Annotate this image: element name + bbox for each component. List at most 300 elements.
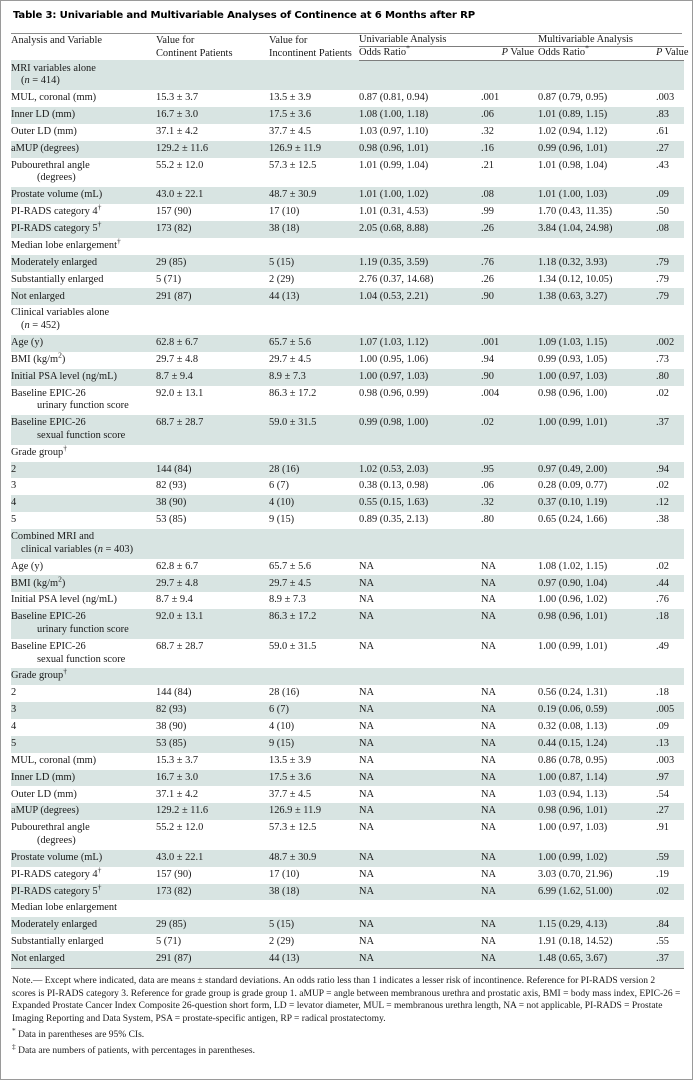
cell-multivariable-p-value: .02: [656, 386, 684, 416]
cell-multivariable-odds-ratio: 0.86 (0.78, 0.95): [538, 753, 656, 770]
cell-variable: Initial PSA level (ng/mL): [11, 592, 156, 609]
header-continent-patients: [156, 34, 269, 60]
cell-univariable-odds-ratio: NA: [359, 884, 481, 901]
cell-univariable-odds-ratio: NA: [359, 850, 481, 867]
table-row: [11, 719, 684, 736]
cell-univariable-p-value: .08: [481, 187, 538, 204]
cell-univariable-p-value: NA: [481, 934, 538, 951]
cell-multivariable-odds-ratio: 0.99 (0.93, 1.05): [538, 352, 656, 369]
cell-incontinent-value: 126.9 ± 11.9: [269, 803, 359, 820]
cell-incontinent-value: 37.7 ± 4.5: [269, 786, 359, 803]
cell-incontinent-value: 44 (13): [269, 288, 359, 305]
footnote-dagger-text: Data are numbers of patients, with percentages in parentheses.: [18, 1046, 255, 1056]
cell-multivariable-odds-ratio: 0.65 (0.24, 1.66): [538, 512, 656, 529]
cell-variable: PI-RADS category 5†: [11, 884, 156, 901]
cell-multivariable-odds-ratio: 1.18 (0.32, 3.93): [538, 255, 656, 272]
cell-incontinent-value: 13.5 ± 3.9: [269, 753, 359, 770]
cell-univariable-p-value: NA: [481, 867, 538, 884]
table-row: [11, 609, 684, 639]
cell-continent-value: 37.1 ± 4.2: [156, 124, 269, 141]
cell-multivariable-p-value: .37: [656, 951, 684, 968]
table-title-block: [1, 1, 692, 28]
table-row: [11, 512, 684, 529]
table-row: [11, 462, 684, 479]
cell-univariable-odds-ratio: NA: [359, 917, 481, 934]
table-row: [11, 786, 684, 803]
cell-incontinent-value: 6 (7): [269, 478, 359, 495]
cell-multivariable-p-value: .005: [656, 702, 684, 719]
cell-continent-value: 144 (84): [156, 462, 269, 479]
table-row: [11, 386, 684, 416]
cell-multivariable-p-value: .43: [656, 158, 684, 188]
cell-univariable-odds-ratio: 1.00 (0.95, 1.06): [359, 352, 481, 369]
cell-univariable-odds-ratio: NA: [359, 575, 481, 592]
cell-variable: Not enlarged: [11, 951, 156, 968]
cell-univariable-odds-ratio: 0.99 (0.98, 1.00): [359, 415, 481, 445]
section-header-label: Clinical variables alone (n = 452): [11, 305, 684, 335]
table-notes: [12, 975, 681, 1058]
cell-incontinent-value: 38 (18): [269, 884, 359, 901]
table-row: [11, 559, 684, 576]
cell-univariable-p-value: NA: [481, 559, 538, 576]
table-row: [11, 204, 684, 221]
cell-continent-value: 53 (85): [156, 736, 269, 753]
table-section-header-row: [11, 60, 684, 90]
cell-incontinent-value: 57.3 ± 12.5: [269, 820, 359, 850]
header-continent-line2: Continent Patients: [156, 47, 233, 59]
header-analysis-variable-line1: Analysis and Variable: [11, 34, 102, 46]
table-row: [11, 639, 684, 669]
cell-variable: aMUP (degrees): [11, 141, 156, 158]
table-row: [11, 272, 684, 289]
cell-incontinent-value: 4 (10): [269, 495, 359, 512]
cell-incontinent-value: 65.7 ± 5.6: [269, 559, 359, 576]
cell-multivariable-p-value: .18: [656, 609, 684, 639]
cell-multivariable-p-value: .44: [656, 575, 684, 592]
cell-variable: 3: [11, 702, 156, 719]
cell-incontinent-value: 65.7 ± 5.6: [269, 335, 359, 352]
cell-univariable-odds-ratio: 0.38 (0.13, 0.98): [359, 478, 481, 495]
cell-multivariable-odds-ratio: 0.99 (0.96, 1.01): [538, 141, 656, 158]
cell-univariable-odds-ratio: NA: [359, 719, 481, 736]
cell-variable: Pubourethral angle (degrees): [11, 820, 156, 850]
header-analysis-variable: [11, 34, 156, 60]
page-title: Table 3: Univariable and Multivariable Analyses of Continence at 6 Months after RP: [13, 10, 475, 21]
cell-univariable-p-value: NA: [481, 592, 538, 609]
table-row: [11, 884, 684, 901]
cell-variable: Inner LD (mm): [11, 107, 156, 124]
table-section-header-row: [11, 529, 684, 559]
cell-univariable-p-value: NA: [481, 803, 538, 820]
cell-continent-value: 29 (85): [156, 917, 269, 934]
cell-univariable-odds-ratio: NA: [359, 592, 481, 609]
cell-multivariable-p-value: .79: [656, 255, 684, 272]
cell-univariable-odds-ratio: NA: [359, 639, 481, 669]
table-row: [11, 934, 684, 951]
cell-multivariable-p-value: .38: [656, 512, 684, 529]
cell-incontinent-value: 57.3 ± 12.5: [269, 158, 359, 188]
cell-univariable-p-value: NA: [481, 770, 538, 787]
cell-continent-value: 173 (82): [156, 221, 269, 238]
cell-multivariable-odds-ratio: 1.02 (0.94, 1.12): [538, 124, 656, 141]
cell-variable: PI-RADS category 4†: [11, 867, 156, 884]
cell-incontinent-value: 38 (18): [269, 221, 359, 238]
cell-univariable-p-value: NA: [481, 736, 538, 753]
cell-univariable-odds-ratio: 0.89 (0.35, 2.13): [359, 512, 481, 529]
cell-incontinent-value: 59.0 ± 31.5: [269, 415, 359, 445]
header-continent-line1: Value for: [156, 34, 195, 46]
cell-univariable-odds-ratio: 1.03 (0.97, 1.10): [359, 124, 481, 141]
cell-univariable-p-value: NA: [481, 786, 538, 803]
cell-variable: Inner LD (mm): [11, 770, 156, 787]
section-header-label: Combined MRI and clinical variables (n = 403): [11, 529, 684, 559]
cell-variable: Not enlarged: [11, 288, 156, 305]
header-uni-p-italic: P: [501, 47, 508, 59]
cell-incontinent-value: 29.7 ± 4.5: [269, 575, 359, 592]
cell-multivariable-p-value: .84: [656, 917, 684, 934]
cell-multivariable-odds-ratio: 0.44 (0.15, 1.24): [538, 736, 656, 753]
cell-variable: 2: [11, 462, 156, 479]
cell-multivariable-odds-ratio: 0.19 (0.06, 0.59): [538, 702, 656, 719]
cell-incontinent-value: 44 (13): [269, 951, 359, 968]
cell-univariable-odds-ratio: 1.01 (1.00, 1.02): [359, 187, 481, 204]
cell-multivariable-odds-ratio: 0.98 (0.96, 1.00): [538, 386, 656, 416]
cell-continent-value: 55.2 ± 12.0: [156, 158, 269, 188]
cell-continent-value: 55.2 ± 12.0: [156, 820, 269, 850]
table-row: [11, 352, 684, 369]
cell-univariable-odds-ratio: 1.04 (0.53, 2.21): [359, 288, 481, 305]
cell-univariable-p-value: .06: [481, 107, 538, 124]
cell-univariable-odds-ratio: 0.98 (0.96, 0.99): [359, 386, 481, 416]
cell-multivariable-p-value: .94: [656, 462, 684, 479]
header-uni-or-text: Odds Ratio: [359, 47, 407, 59]
table-row: [11, 685, 684, 702]
footnote-star-text: Data in parentheses are 95% CIs.: [18, 1029, 145, 1040]
cell-multivariable-odds-ratio: 1.48 (0.65, 3.67): [538, 951, 656, 968]
cell-variable: MUL, coronal (mm): [11, 90, 156, 107]
cell-continent-value: 62.8 ± 6.7: [156, 335, 269, 352]
cell-variable: Baseline EPIC-26 sexual function score: [11, 415, 156, 445]
cell-multivariable-p-value: .59: [656, 850, 684, 867]
cell-univariable-p-value: .16: [481, 141, 538, 158]
cell-multivariable-odds-ratio: 0.32 (0.08, 1.13): [538, 719, 656, 736]
cell-variable: Substantially enlarged: [11, 934, 156, 951]
cell-univariable-p-value: .004: [481, 386, 538, 416]
cell-variable: Pubourethral angle (degrees): [11, 158, 156, 188]
cell-multivariable-p-value: .02: [656, 884, 684, 901]
cell-variable: Baseline EPIC-26 urinary function score: [11, 386, 156, 416]
table-row: [11, 803, 684, 820]
cell-variable: 5: [11, 736, 156, 753]
cell-multivariable-odds-ratio: 0.98 (0.96, 1.01): [538, 803, 656, 820]
cell-multivariable-p-value: .09: [656, 187, 684, 204]
cell-incontinent-value: 6 (7): [269, 702, 359, 719]
cell-continent-value: 16.7 ± 3.0: [156, 770, 269, 787]
table-row: [11, 141, 684, 158]
table-row: [11, 187, 684, 204]
cell-continent-value: 38 (90): [156, 719, 269, 736]
cell-multivariable-odds-ratio: 1.09 (1.03, 1.15): [538, 335, 656, 352]
cell-multivariable-p-value: .27: [656, 141, 684, 158]
note-footnote-star: [12, 1025, 681, 1042]
cell-variable: BMI $(kg/m^2)$: [11, 575, 156, 592]
cell-univariable-p-value: .001: [481, 90, 538, 107]
cell-continent-value: 157 (90): [156, 867, 269, 884]
cell-univariable-p-value: .76: [481, 255, 538, 272]
cell-continent-value: 68.7 ± 28.7: [156, 415, 269, 445]
header-univariable-p-value: [481, 47, 538, 60]
cell-multivariable-p-value: .50: [656, 204, 684, 221]
cell-multivariable-p-value: .003: [656, 90, 684, 107]
cell-univariable-p-value: NA: [481, 820, 538, 850]
header-multi-p-italic: P: [656, 47, 663, 59]
cell-multivariable-p-value: .02: [656, 559, 684, 576]
cell-incontinent-value: 8.9 ± 7.3: [269, 369, 359, 386]
cell-variable: aMUP (degrees): [11, 803, 156, 820]
table-row: [11, 90, 684, 107]
cell-univariable-odds-ratio: 0.98 (0.96, 1.01): [359, 141, 481, 158]
cell-multivariable-p-value: .61: [656, 124, 684, 141]
cell-multivariable-p-value: .003: [656, 753, 684, 770]
cell-continent-value: 291 (87): [156, 951, 269, 968]
cell-multivariable-odds-ratio: 1.08 (1.02, 1.15): [538, 559, 656, 576]
cell-variable: Baseline EPIC-26 sexual function score: [11, 639, 156, 669]
footnote-star-marker: *: [12, 1025, 16, 1035]
cell-univariable-odds-ratio: 0.55 (0.15, 1.63): [359, 495, 481, 512]
cell-univariable-odds-ratio: 1.00 (0.97, 1.03): [359, 369, 481, 386]
cell-multivariable-p-value: .54: [656, 786, 684, 803]
header-univariable-analysis: Univariable Analysis: [359, 34, 538, 47]
cell-continent-value: 144 (84): [156, 685, 269, 702]
cell-continent-value: 92.0 ± 13.1: [156, 386, 269, 416]
header-uni-p-rest: Value: [507, 47, 534, 59]
cell-univariable-odds-ratio: 1.07 (1.03, 1.12): [359, 335, 481, 352]
table-row: [11, 951, 684, 968]
cell-incontinent-value: 5 (15): [269, 917, 359, 934]
cell-incontinent-value: 48.7 ± 30.9: [269, 187, 359, 204]
cell-univariable-p-value: .99: [481, 204, 538, 221]
note-footnote-dagger: [12, 1041, 681, 1058]
cell-variable: 3: [11, 478, 156, 495]
cell-multivariable-p-value: .12: [656, 495, 684, 512]
cell-univariable-odds-ratio: NA: [359, 685, 481, 702]
cell-univariable-p-value: .06: [481, 478, 538, 495]
cell-univariable-odds-ratio: NA: [359, 770, 481, 787]
cell-variable: Outer LD (mm): [11, 786, 156, 803]
header-incontinent-patients: [269, 34, 359, 60]
cell-univariable-p-value: .90: [481, 288, 538, 305]
cell-multivariable-p-value: .91: [656, 820, 684, 850]
cell-univariable-p-value: .26: [481, 272, 538, 289]
cell-univariable-odds-ratio: 1.08 (1.00, 1.18): [359, 107, 481, 124]
cell-univariable-odds-ratio: 1.02 (0.53, 2.03): [359, 462, 481, 479]
cell-multivariable-p-value: .83: [656, 107, 684, 124]
cell-univariable-odds-ratio: NA: [359, 559, 481, 576]
table-row: [11, 850, 684, 867]
cell-continent-value: 29 (85): [156, 255, 269, 272]
cell-univariable-odds-ratio: 1.01 (0.31, 4.53): [359, 204, 481, 221]
cell-incontinent-value: 28 (16): [269, 685, 359, 702]
cell-multivariable-odds-ratio: 1.00 (0.99, 1.01): [538, 415, 656, 445]
cell-univariable-p-value: .32: [481, 124, 538, 141]
cell-variable: Moderately enlarged: [11, 255, 156, 272]
cell-continent-value: 8.7 ± 9.4: [156, 592, 269, 609]
cell-multivariable-p-value: .37: [656, 415, 684, 445]
cell-incontinent-value: 17.5 ± 3.6: [269, 770, 359, 787]
cell-multivariable-odds-ratio: 0.87 (0.79, 0.95): [538, 90, 656, 107]
table-subhead-row: [11, 238, 684, 255]
cell-multivariable-odds-ratio: 0.37 (0.10, 1.19): [538, 495, 656, 512]
cell-univariable-odds-ratio: NA: [359, 702, 481, 719]
cell-variable: Age (y): [11, 335, 156, 352]
header-multi-or-text: Odds Ratio: [538, 47, 586, 59]
cell-incontinent-value: 29.7 ± 4.5: [269, 352, 359, 369]
cell-variable: Baseline EPIC-26 urinary function score: [11, 609, 156, 639]
cell-univariable-p-value: .80: [481, 512, 538, 529]
cell-continent-value: 15.3 ± 3.7: [156, 90, 269, 107]
cell-multivariable-odds-ratio: 1.00 (0.97, 1.03): [538, 820, 656, 850]
header-multi-p-rest: Value: [662, 47, 689, 59]
cell-univariable-odds-ratio: NA: [359, 753, 481, 770]
cell-multivariable-p-value: .49: [656, 639, 684, 669]
cell-continent-value: 173 (82): [156, 884, 269, 901]
cell-univariable-p-value: NA: [481, 719, 538, 736]
analyses-table: [11, 33, 689, 969]
cell-continent-value: 92.0 ± 13.1: [156, 609, 269, 639]
cell-multivariable-p-value: .79: [656, 288, 684, 305]
cell-multivariable-odds-ratio: 1.03 (0.94, 1.13): [538, 786, 656, 803]
table-row: [11, 124, 684, 141]
cell-multivariable-p-value: .73: [656, 352, 684, 369]
cell-continent-value: 291 (87): [156, 288, 269, 305]
cell-univariable-p-value: NA: [481, 917, 538, 934]
table-row: [11, 867, 684, 884]
cell-multivariable-p-value: .55: [656, 934, 684, 951]
cell-multivariable-p-value: .80: [656, 369, 684, 386]
table-row: [11, 369, 684, 386]
cell-univariable-odds-ratio: NA: [359, 934, 481, 951]
cell-multivariable-p-value: .02: [656, 478, 684, 495]
cell-multivariable-odds-ratio: 1.00 (0.99, 1.01): [538, 639, 656, 669]
cell-univariable-p-value: NA: [481, 702, 538, 719]
table-row: [11, 288, 684, 305]
cell-multivariable-odds-ratio: 1.01 (0.98, 1.04): [538, 158, 656, 188]
cell-variable: Substantially enlarged: [11, 272, 156, 289]
cell-multivariable-odds-ratio: 1.01 (0.89, 1.15): [538, 107, 656, 124]
cell-univariable-p-value: NA: [481, 575, 538, 592]
cell-variable: Prostate volume (mL): [11, 187, 156, 204]
cell-continent-value: 68.7 ± 28.7: [156, 639, 269, 669]
table-row: [11, 107, 684, 124]
cell-continent-value: 16.7 ± 3.0: [156, 107, 269, 124]
cell-multivariable-p-value: .09: [656, 719, 684, 736]
cell-univariable-p-value: NA: [481, 639, 538, 669]
cell-univariable-p-value: .32: [481, 495, 538, 512]
cell-variable: Initial PSA level (ng/mL): [11, 369, 156, 386]
cell-multivariable-p-value: .18: [656, 685, 684, 702]
cell-continent-value: 29.7 ± 4.8: [156, 352, 269, 369]
cell-multivariable-odds-ratio: 1.00 (0.87, 1.14): [538, 770, 656, 787]
table-row: [11, 736, 684, 753]
cell-incontinent-value: 59.0 ± 31.5: [269, 639, 359, 669]
table-subhead-row: [11, 668, 684, 685]
cell-multivariable-odds-ratio: 6.99 (1.62, 51.00): [538, 884, 656, 901]
cell-variable: 4: [11, 719, 156, 736]
cell-variable: Prostate volume (mL): [11, 850, 156, 867]
cell-multivariable-odds-ratio: 1.15 (0.29, 4.13): [538, 917, 656, 934]
cell-incontinent-value: 17.5 ± 3.6: [269, 107, 359, 124]
cell-univariable-p-value: .26: [481, 221, 538, 238]
cell-multivariable-odds-ratio: 1.34 (0.12, 10.05): [538, 272, 656, 289]
cell-univariable-p-value: NA: [481, 753, 538, 770]
cell-variable: Moderately enlarged: [11, 917, 156, 934]
cell-multivariable-odds-ratio: 1.38 (0.63, 3.27): [538, 288, 656, 305]
footnote-dagger-marker: ‡: [12, 1041, 16, 1051]
cell-incontinent-value: 86.3 ± 17.2: [269, 386, 359, 416]
cell-univariable-p-value: .90: [481, 369, 538, 386]
cell-incontinent-value: 86.3 ± 17.2: [269, 609, 359, 639]
cell-continent-value: 43.0 ± 22.1: [156, 187, 269, 204]
cell-continent-value: 62.8 ± 6.7: [156, 559, 269, 576]
cell-continent-value: 129.2 ± 11.6: [156, 803, 269, 820]
table-row: [11, 221, 684, 238]
cell-univariable-odds-ratio: 1.19 (0.35, 3.59): [359, 255, 481, 272]
cell-continent-value: 5 (71): [156, 272, 269, 289]
cell-incontinent-value: 17 (10): [269, 867, 359, 884]
cell-variable: MUL, coronal (mm): [11, 753, 156, 770]
subhead-label: Grade group†: [11, 445, 684, 462]
note-main: Note.— Except where indicated, data are means ± standard deviations. An odds ratio less than 1 indicates a lesser risk of incontinence. Reference for PI-RADS version 2 scores is PI-RADS category 3. Reference for grade group is grade group 1. aMUP = angle between membranous urethra and prostatic axis, BMI = body mass index, EPIC-26 = Expanded Prostate Cancer Index Composite 26-question short form, LD = levator diameter, MUL = membranous urethra length, NA = not applicable, PI-RADS = Prostate Imaging Reporting and Data System, PSA = prostate-specific antigen, RP = radical prostatectomy.: [12, 975, 681, 1024]
cell-multivariable-odds-ratio: 3.03 (0.70, 21.96): [538, 867, 656, 884]
cell-multivariable-p-value: .13: [656, 736, 684, 753]
cell-continent-value: 82 (93): [156, 478, 269, 495]
cell-univariable-p-value: .95: [481, 462, 538, 479]
cell-multivariable-odds-ratio: 1.00 (0.96, 1.02): [538, 592, 656, 609]
cell-multivariable-odds-ratio: 1.91 (0.18, 14.52): [538, 934, 656, 951]
section-header-label: MRI variables alone (n = 414): [11, 60, 684, 90]
cell-multivariable-p-value: .08: [656, 221, 684, 238]
subhead-label: Median lobe enlargement†: [11, 238, 684, 255]
cell-univariable-p-value: .21: [481, 158, 538, 188]
cell-univariable-odds-ratio: 2.05 (0.68, 8.88): [359, 221, 481, 238]
cell-multivariable-odds-ratio: 1.00 (0.97, 1.03): [538, 369, 656, 386]
cell-continent-value: 82 (93): [156, 702, 269, 719]
table-row: [11, 575, 684, 592]
table-row: [11, 702, 684, 719]
cell-univariable-odds-ratio: 0.87 (0.81, 0.94): [359, 90, 481, 107]
cell-continent-value: 43.0 ± 22.1: [156, 850, 269, 867]
table-row: [11, 820, 684, 850]
cell-variable: 2: [11, 685, 156, 702]
table-subhead-row: [11, 900, 684, 917]
cell-multivariable-odds-ratio: 0.98 (0.96, 1.01): [538, 609, 656, 639]
cell-univariable-odds-ratio: NA: [359, 820, 481, 850]
cell-incontinent-value: 48.7 ± 30.9: [269, 850, 359, 867]
cell-multivariable-odds-ratio: 1.01 (1.00, 1.03): [538, 187, 656, 204]
cell-continent-value: 53 (85): [156, 512, 269, 529]
header-group-row: [11, 34, 684, 47]
header-incontinent-line1: Value for: [269, 34, 308, 46]
cell-incontinent-value: 4 (10): [269, 719, 359, 736]
cell-variable: PI-RADS category 5†: [11, 221, 156, 238]
table-row: [11, 753, 684, 770]
cell-multivariable-odds-ratio: 3.84 (1.04, 24.98): [538, 221, 656, 238]
cell-continent-value: 29.7 ± 4.8: [156, 575, 269, 592]
cell-univariable-p-value: NA: [481, 850, 538, 867]
header-incontinent-line2: Incontinent Patients: [269, 47, 352, 59]
table-row: [11, 917, 684, 934]
cell-variable: 5: [11, 512, 156, 529]
